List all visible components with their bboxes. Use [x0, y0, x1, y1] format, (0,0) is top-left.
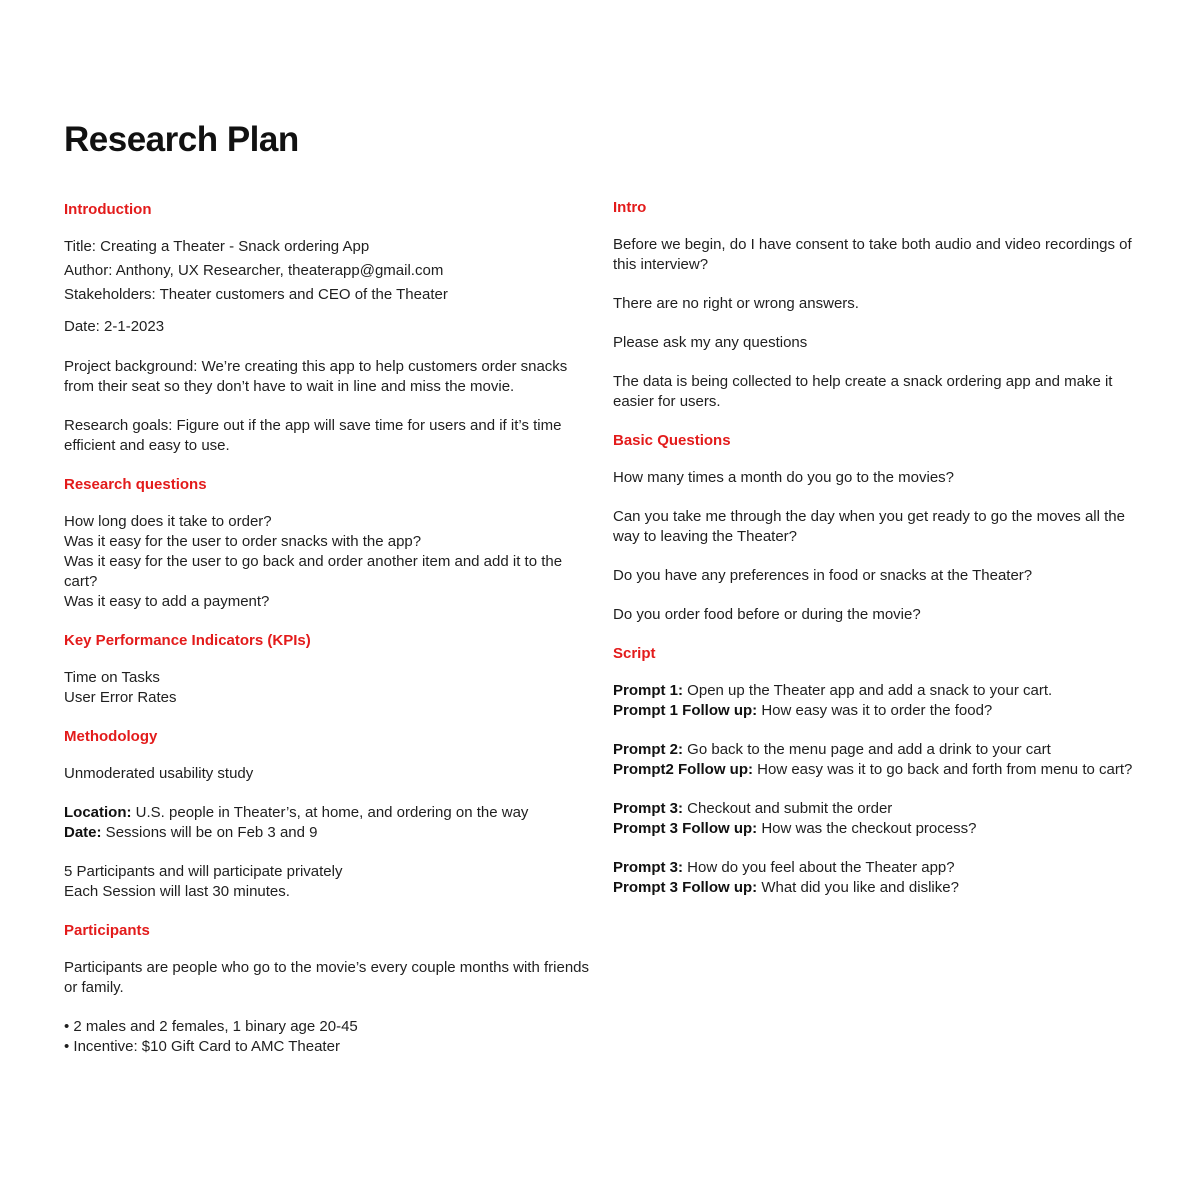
basic-question: Do you order food before or during the movie? [613, 606, 921, 623]
stakeholders-line: Stakeholders: Theater customers and CEO of the Theater [64, 286, 448, 303]
follow-up-text: What did you like and dislike? [757, 879, 959, 896]
kpi-item: Time on Tasks [64, 669, 160, 686]
research-question: How long does it take to order? [64, 513, 272, 530]
follow-up-line [613, 878, 1143, 898]
prompt-line [613, 681, 1143, 701]
project-background: Project background: We’re creating this app to help customers order snacks from their seat so they don’t have to wait in line and miss the movie. [64, 358, 568, 395]
follow-up-label: Prompt2 Follow up: [613, 761, 753, 778]
research-question: Was it easy for the user to go back and order another item and add it to the cart? [64, 553, 563, 590]
intro-heading: Intro [613, 199, 647, 216]
basic-question: Can you take me through the day when you get ready to go the moves all the way to leaving the Theater? [613, 508, 1125, 545]
intro-item: Please ask my any questions [613, 334, 808, 351]
introduction-heading: Introduction [64, 201, 152, 218]
session-date-label: Date: [64, 824, 102, 841]
research-goals: Research goals: Figure out if the app will save time for users and if it’s time efficient and easy to use. [64, 417, 562, 454]
right-column [613, 198, 1143, 898]
location-value: U.S. people in Theater’s, at home, and ordering on the way [131, 804, 529, 821]
follow-up-line [613, 760, 1143, 780]
participants-heading: Participants [64, 922, 150, 939]
participants-bullet: • 2 males and 2 females, 1 binary age 20-45 [64, 1018, 358, 1035]
prompt-text: Checkout and submit the order [683, 800, 893, 817]
page-title: Research Plan [64, 120, 299, 159]
prompt-label: Prompt 3: [613, 800, 684, 817]
prompt-line [613, 858, 1143, 878]
research-question: Was it easy for the user to order snacks with the app? [64, 533, 422, 550]
doc-title-line: Title: Creating a Theater - Snack ordering App [64, 238, 370, 255]
author-line: Author: Anthony, UX Researcher, theaterapp@gmail.com [64, 262, 444, 279]
participants-count-line: 5 Participants and will participate privately [64, 863, 343, 880]
prompt-label: Prompt 2: [613, 741, 684, 758]
research-question: Was it easy to add a payment? [64, 593, 270, 610]
prompt-text: Open up the Theater app and add a snack to your cart. [683, 682, 1053, 699]
intro-item: There are no right or wrong answers. [613, 295, 859, 312]
session-date-value: Sessions will be on Feb 3 and 9 [101, 824, 318, 841]
basic-questions-heading: Basic Questions [613, 432, 731, 449]
intro-item: Before we begin, do I have consent to take both audio and video recordings of this interview? [613, 236, 1132, 273]
location-label: Location: [64, 804, 132, 821]
session-length-line: Each Session will last 30 minutes. [64, 883, 290, 900]
follow-up-line [613, 701, 1143, 721]
participants-description: Participants are people who go to the movie’s every couple months with friends or family. [64, 959, 590, 996]
date-line: Date: 2-1-2023 [64, 318, 165, 335]
prompt-line [613, 740, 1143, 760]
location-line [64, 803, 594, 823]
prompt-label: Prompt 3: [613, 859, 684, 876]
basic-question: How many times a month do you go to the movies? [613, 469, 955, 486]
prompt-label: Prompt 1: [613, 682, 684, 699]
follow-up-label: Prompt 3 Follow up: [613, 820, 758, 837]
follow-up-label: Prompt 1 Follow up: [613, 702, 758, 719]
follow-up-line [613, 819, 1143, 839]
follow-up-label: Prompt 3 Follow up: [613, 879, 758, 896]
prompt-text: How do you feel about the Theater app? [683, 859, 955, 876]
kpis-heading: Key Performance Indicators (KPIs) [64, 632, 311, 649]
follow-up-text: How was the checkout process? [757, 820, 977, 837]
follow-up-text: How easy was it to go back and forth from menu to cart? [753, 761, 1133, 778]
research-questions-heading: Research questions [64, 476, 207, 493]
basic-question: Do you have any preferences in food or snacks at the Theater? [613, 567, 1033, 584]
methodology-heading: Methodology [64, 728, 158, 745]
kpi-item: User Error Rates [64, 689, 177, 706]
participants-bullet: • Incentive: $10 Gift Card to AMC Theater [64, 1038, 340, 1055]
prompt-line [613, 799, 1143, 819]
methodology-study: Unmoderated usability study [64, 765, 254, 782]
follow-up-text: How easy was it to order the food? [757, 702, 993, 719]
prompt-text: Go back to the menu page and add a drink to your cart [683, 741, 1051, 758]
intro-item: The data is being collected to help create a snack ordering app and make it easier for users. [613, 373, 1113, 410]
script-heading: Script [613, 645, 656, 662]
left-column [64, 200, 594, 1057]
session-date-line [64, 823, 594, 843]
